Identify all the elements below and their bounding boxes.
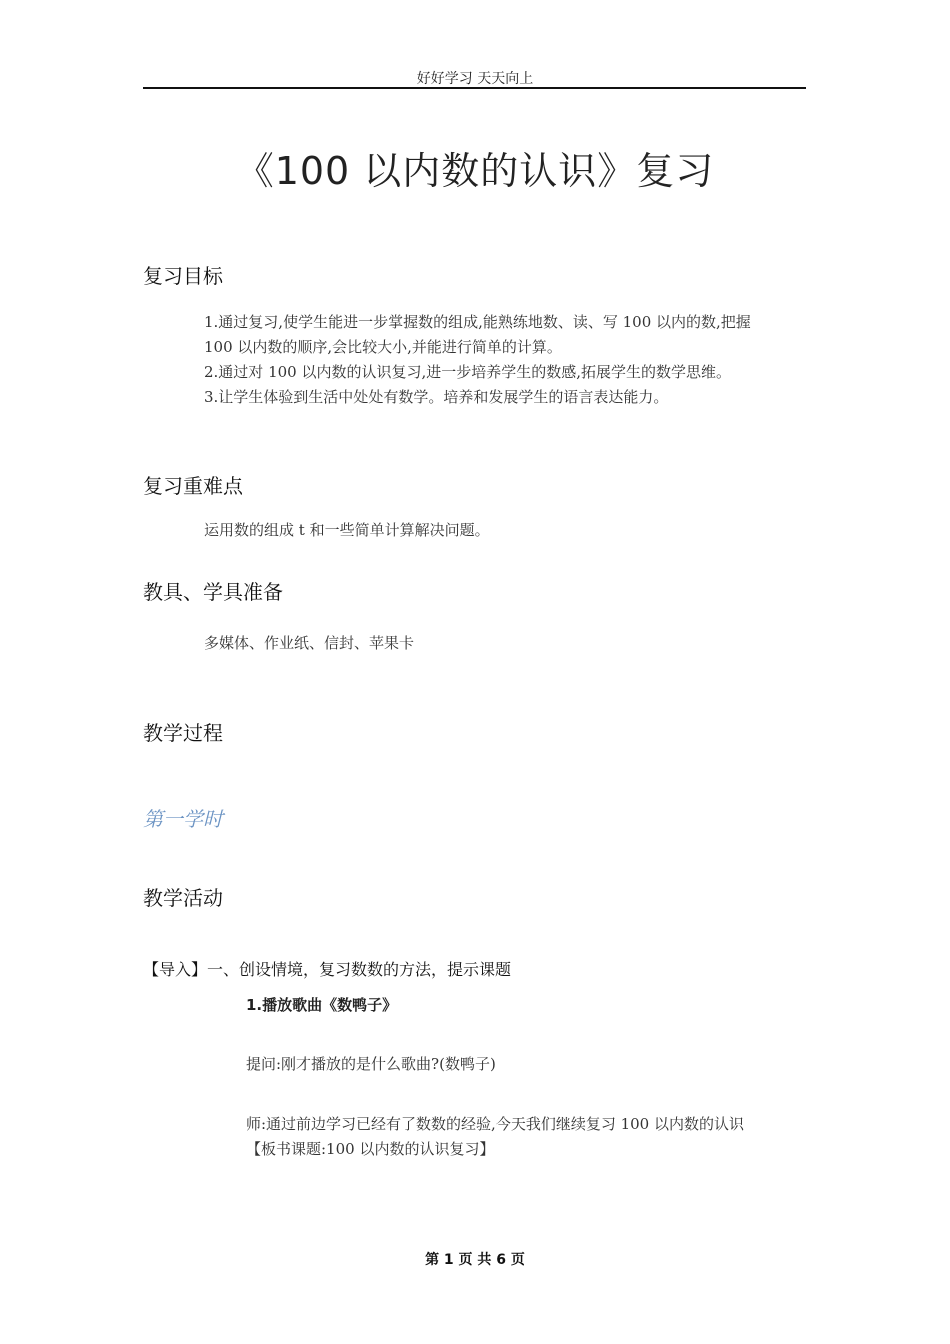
materials-text: 多媒体、作业纸、信封、苹果卡	[204, 634, 415, 652]
key-points-text: 运用数的组成 t 和一些简单计算解决问题。	[204, 521, 490, 539]
lesson-label: 第一学时	[143, 807, 223, 831]
page-header: 好好学习 天天向上	[416, 71, 534, 87]
page-footer: 第 1 页 共 6 页	[425, 1252, 525, 1268]
materials-heading: 教具、学具准备	[143, 580, 283, 604]
process-heading: 教学过程	[143, 721, 223, 745]
document-title: 《100 以内数的认识》复习	[235, 149, 715, 193]
step-1: 1.播放歌曲《数鸭子》	[246, 996, 398, 1014]
header-rule	[143, 87, 806, 89]
goals-list	[204, 310, 814, 410]
question-text: 提问:刚才播放的是什么歌曲?(数鸭子)	[246, 1055, 496, 1073]
goals-line-3: 2.通过对 100 以内数的认识复习,进一步培养学生的数感,拓展学生的数学思维。	[204, 363, 732, 381]
teacher-line-2: 【板书课题:100 以内数的认识复习】	[246, 1140, 495, 1158]
teacher-text	[246, 1112, 806, 1162]
teacher-line-1: 师:通过前边学习已经有了数数的经验,今天我们继续复习 100 以内数的认识	[246, 1115, 744, 1133]
goals-line-4: 3.让学生体验到生活中处处有数学。培养和发展学生的语言表达能力。	[204, 388, 669, 406]
goals-line-2: 100 以内数的顺序,会比较大小,并能进行简单的计算。	[204, 338, 562, 356]
goals-heading: 复习目标	[143, 264, 223, 288]
intro-line: 【导入】一、创设情境，复习数数的方法，提示课题	[143, 960, 512, 979]
activities-heading: 教学活动	[143, 886, 223, 910]
goals-line-1: 1.通过复习,使学生能进一步掌握数的组成,能熟练地数、读、写 100 以内的数,把握	[204, 313, 751, 331]
key-points-heading: 复习重难点	[143, 474, 243, 498]
